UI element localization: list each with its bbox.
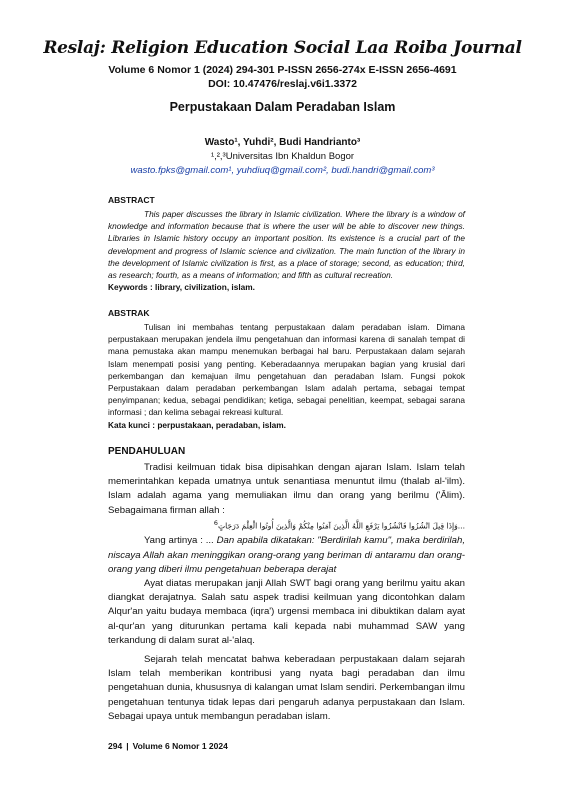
intro-paragraph-3: Sejarah telah mencatat bahwa keberadaan perpustakaan dalam sejarah Islam telah memberikan kontribusi yang nyata bagi peradaban dan ilmu pengetahuan dunia, khususnya di kalangan umat Islam sendiri. Perkembangan ilmu pengetahuan tentunya tidak lepas dari pengaruh adanya perpustakaan dan Islam. Sebagai upaya untuk membangun peradaban islam.: [108, 653, 465, 722]
author-list: Wasto¹, Yuhdi², Budi Handrianto³: [204, 137, 361, 148]
abstract-en-text: This paper discusses the library in Islamic civilization. Where the library is a window of knowledge and information because that is where the user will be able to discover new things. Libraries in Islamic history occupy an important position. Its existence is a crucial part of the development and progress of Islamic science and civilization. The main function of the library in the development of Islamic civilization is first, as a place of storage; second, as education; third, as research; fourth, as a means of information; and fifth as cultural recreation.: [108, 209, 465, 281]
intro-paragraph-2: Ayat diatas merupakan janji Allah SWT bagi orang yang berilmu yaitu akan diangkat derajatnya. Salah satu aspek tradisi keilmuan yang dicontohkan dalam Alqur'an yaitu budaya membaca (iqra') urgensi membaca ini dibuktikan dalam ayat al-qur'an yang diturunkan pertama kali kepada nabi muhammad SAW yang terkandung di dalam surat al-'alaq.: [108, 577, 465, 646]
affiliation: ¹,²,³Universitas Ibn Khaldun Bogor: [210, 151, 355, 162]
translation-prefix: Yang artinya : ...: [144, 535, 217, 547]
intro-section: [108, 446, 465, 724]
keywords-en: [108, 281, 465, 293]
keywords-en-label: Keywords :: [108, 282, 153, 293]
footnote-ref[interactable]: 6: [213, 519, 218, 527]
abstract-en-section: [108, 195, 465, 293]
intro-heading: PENDAHULUAN: [108, 446, 186, 457]
abstract-id-section: [108, 308, 465, 431]
footer-separator: |: [126, 741, 129, 751]
page-number: 294: [108, 741, 123, 751]
abstract-id-heading: ABSTRAK: [108, 308, 150, 318]
journal-title: Reslaj: Religion Education Social Laa Roiba Journal: [43, 38, 522, 58]
abstract-en-heading: ABSTRACT: [108, 195, 155, 205]
article-title: Perpustakaan Dalam Peradaban Islam: [169, 100, 396, 114]
keywords-id: Kata kunci : perpustakaan, peradaban, islam.: [108, 419, 286, 430]
author-emails[interactable]: wasto.fpks@gmail.com¹, yuhdiuq@gmail.com², budi.handri@gmail.com³: [130, 165, 435, 176]
page-footer: [108, 741, 228, 751]
volume-issn-line: Volume 6 Nomor 1 (2024) 294-301 P-ISSN 2656-274x E-ISSN 2656-4691: [108, 64, 457, 76]
quran-verse: [108, 518, 465, 533]
quran-verse-text: ...وَإِذَا قِيلَ انْشُزُوا فَانْشُزُوا يَرْفَعِ اللَّهُ الَّذِينَ آمَنُوا مِنْكُمْ وَالَّذِينَ أُوتُوا الْعِلْمَ دَرَجَاتٍ: [217, 521, 465, 531]
doi-line[interactable]: DOI: 10.47476/reslaj.v6i1.3372: [208, 78, 357, 90]
intro-paragraph-1: Tradisi keilmuan tidak bisa dipisahkan dengan ajaran Islam. Islam telah memerintahkan kepada umatnya untuk senantiasa menuntut ilmu (thalab al-'ilm). Islam adalah agama yang memuliakan ilmu dan orang yang berilmu ('Âlim). Sebagaimana firman allah :: [108, 462, 465, 516]
translation-text: Dan apabila dikatakan: "Berdirilah kamu", maka berdirilah, niscaya Allah akan meninggikan orang-orang yang beriman di antaramu dan orang-orang yang diberi ilmu pengetahuan beberapa derajat: [108, 535, 465, 575]
keywords-en-values: library, civilization, islam.: [155, 282, 255, 293]
footer-volume: Volume 6 Nomor 1 2024: [132, 741, 228, 751]
verse-translation: [108, 534, 465, 577]
abstract-id-text: Tulisan ini membahas tentang perpustakaan dalam peradaban islam. Dimana perpustakaan merupakan jendela ilmu pengetahuan dan informasi karena di sanalah tempat di mana pemustaka akan mampu menemukan berbagai hal baru. Perpustakaan dalam sejarah Islam menempati posisi yang penting. Keberadaannya merupakan bagian yang krusial dari perkembangan dan kemajuan ilmu pengetahuan dan peradaban Islam. Fungsi pokok Perpustakaan dalam peradaban perkembangan Islam adalah pertama, sebagai tempat penyimpanan; kedua, sebagai pendidikan; ketiga, sebagai penelitian, keempat, sebagai sarana informasi ; dan kelima sebagai rekreasi kultural.: [108, 322, 465, 418]
